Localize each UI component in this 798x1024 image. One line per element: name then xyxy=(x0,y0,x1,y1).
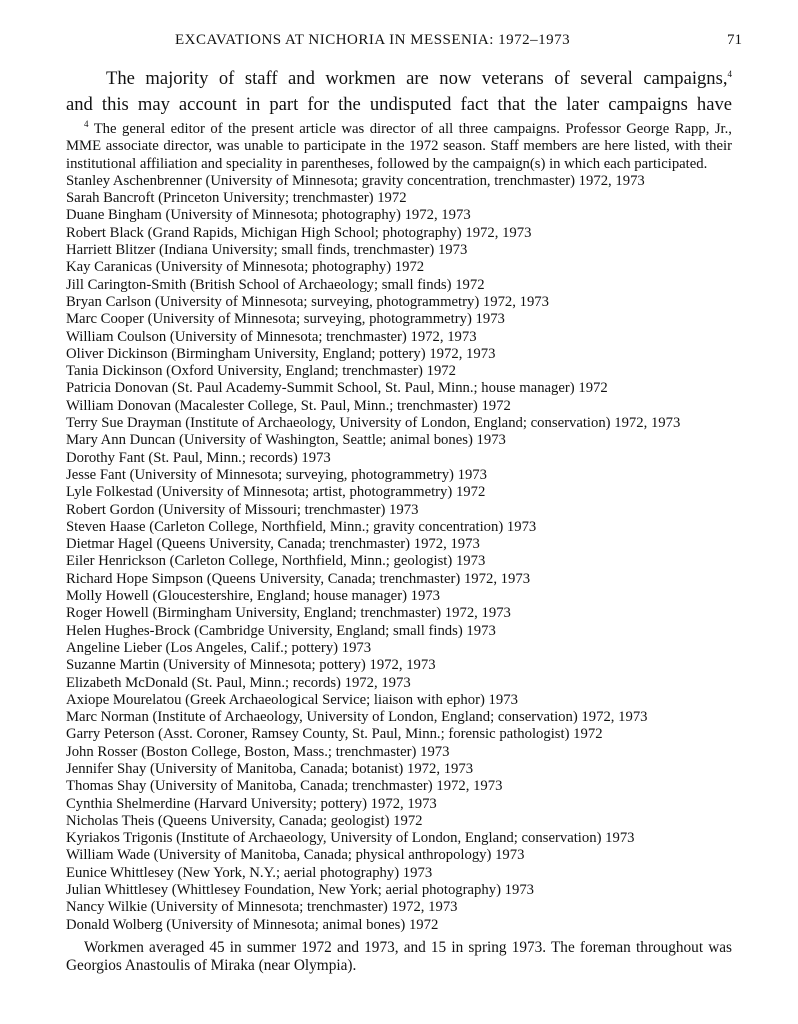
staff-list-item: Molly Howell (Gloucestershire, England; house manager) 1973 xyxy=(66,588,441,605)
staff-list-item: William Coulson (University of Minnesota; trenchmaster) 1972, 1973 xyxy=(66,328,477,345)
staff-list-item: Mary Ann Duncan (University of Washington, Seattle; animal bones) 1973 xyxy=(66,432,506,449)
staff-list-item: Sarah Bancroft (Princeton University; trenchmaster) 1972 xyxy=(66,190,407,207)
staff-list-item: Roger Howell (Birmingham University, England; trenchmaster) 1972, 1973 xyxy=(66,605,511,622)
footnote-intro-text: The general editor of the present article was director of all three campaigns. Professor George Rapp, Jr., MME associate director, was unable to participate in the 1972 season. Staff members are here listed, with their institutional affiliation and speciality in parentheses, followed by the campaign(s) in which each participated. xyxy=(66,121,732,172)
staff-list-item: Eiler Henrickson (Carleton College, Northfield, Minn.; geologist) 1973 xyxy=(66,553,486,570)
staff-list-item: Harriett Blitzer (Indiana University; small finds, trenchmaster) 1973 xyxy=(66,242,468,259)
staff-list-item: Tania Dickinson (Oxford University, England; trenchmaster) 1972 xyxy=(66,363,456,380)
staff-list-item: Thomas Shay (University of Manitoba, Canada; trenchmaster) 1972, 1973 xyxy=(66,778,503,795)
staff-list-item: Julian Whittlesey (Whittlesey Foundation, New York; aerial photography) 1973 xyxy=(66,882,535,899)
staff-list-item: Jennifer Shay (University of Manitoba, Canada; botanist) 1972, 1973 xyxy=(66,760,474,777)
staff-list-item: William Donovan (Macalester College, St. Paul, Minn.; trenchmaster) 1972 xyxy=(66,397,511,414)
running-title: EXCAVATIONS AT NICHORIA IN MESSENIA: 1972–1973 xyxy=(175,32,571,48)
body-line-2: and this may account in part for the undisputed fact that the later campaigns have xyxy=(66,94,732,115)
body-line-1-text: The majority of staff and workmen are now veterans of several campaigns, xyxy=(106,68,728,89)
staff-list-item: Garry Peterson (Asst. Coroner, Ramsey County, St. Paul, Minn.; forensic pathologist) 1972 xyxy=(66,726,603,743)
page-number: 71 xyxy=(727,32,742,48)
staff-list-item: Suzanne Martin (University of Minnesota; pottery) 1972, 1973 xyxy=(66,657,436,674)
staff-list-item: Steven Haase (Carleton College, Northfield, Minn.; gravity concentration) 1973 xyxy=(66,518,537,535)
staff-list-item: John Rosser (Boston College, Boston, Mass.; trenchmaster) 1973 xyxy=(66,743,450,760)
staff-list-item: Terry Sue Drayman (Institute of Archaeology, University of London, England; conservation) 1972, 1973 xyxy=(66,415,681,432)
staff-list-item: Jill Carington-Smith (British School of Archaeology; small finds) 1972 xyxy=(66,276,485,293)
body-paragraph xyxy=(66,66,732,118)
staff-list-item: Eunice Whittlesey (New York, N.Y.; aerial photography) 1973 xyxy=(66,864,433,881)
staff-list-item: Helen Hughes-Brock (Cambridge University, England; small finds) 1973 xyxy=(66,622,496,639)
staff-list-item: Duane Bingham (University of Minnesota; photography) 1972, 1973 xyxy=(66,207,471,224)
staff-list xyxy=(66,173,732,934)
staff-list-item: Cynthia Shelmerdine (Harvard University; pottery) 1972, 1973 xyxy=(66,795,437,812)
staff-list-item: Kyriakos Trigonis (Institute of Archaeology, University of London, England; conservation) 1973 xyxy=(66,830,635,847)
staff-list-item: Donald Wolberg (University of Minnesota; animal bones) 1972 xyxy=(66,916,439,933)
staff-list-item: Axiope Mourelatou (Greek Archaeological Service; liaison with ephor) 1973 xyxy=(66,691,518,708)
staff-list-item: Dorothy Fant (St. Paul, Minn.; records) 1973 xyxy=(66,449,331,466)
staff-list-item: Dietmar Hagel (Queens University, Canada; trenchmaster) 1972, 1973 xyxy=(66,536,480,553)
staff-list-item: Lyle Folkestad (University of Minnesota; artist, photogrammetry) 1972 xyxy=(66,484,486,501)
staff-list-item: Angeline Lieber (Los Angeles, Calif.; pottery) 1973 xyxy=(66,639,372,656)
staff-list-item: William Wade (University of Manitoba, Canada; physical anthropology) 1973 xyxy=(66,847,525,864)
footnote-marker: 4 xyxy=(84,119,89,130)
staff-list-item: Stanley Aschenbrenner (University of Minnesota; gravity concentration, trenchmaster) 1972, 1973 xyxy=(66,172,645,189)
staff-list-item: Robert Black (Grand Rapids, Michigan High School; photography) 1972, 1973 xyxy=(66,224,532,241)
body-line-1 xyxy=(66,66,732,92)
staff-list-item: Nicholas Theis (Queens University, Canada; geologist) 1972 xyxy=(66,812,423,829)
staff-list-item: Patricia Donovan (St. Paul Academy-Summit School, St. Paul, Minn.; house manager) 1972 xyxy=(66,380,608,397)
staff-list-item: Richard Hope Simpson (Queens University, Canada; trenchmaster) 1972, 1973 xyxy=(66,570,531,587)
staff-list-item: Elizabeth McDonald (St. Paul, Minn.; records) 1972, 1973 xyxy=(66,674,411,691)
staff-list-item: Marc Norman (Institute of Archaeology, University of London, England; conservation) 1972, 1973 xyxy=(66,709,648,726)
staff-list-item: Robert Gordon (University of Missouri; trenchmaster) 1973 xyxy=(66,501,419,518)
staff-list-item: Bryan Carlson (University of Minnesota; surveying, photogrammetry) 1972, 1973 xyxy=(66,293,549,310)
footnote-intro xyxy=(66,121,732,173)
staff-list-item: Kay Caranicas (University of Minnesota; photography) 1972 xyxy=(66,259,425,276)
staff-list-item: Oliver Dickinson (Birmingham University, England; pottery) 1972, 1973 xyxy=(66,345,496,362)
workmen-note: Workmen averaged 45 in summer 1972 and 1973, and 15 in spring 1973. The foreman throughout was Georgios Anastoulis of Miraka (near Olympia). xyxy=(66,938,732,974)
staff-list-item: Jesse Fant (University of Minnesota; surveying, photogrammetry) 1973 xyxy=(66,466,487,483)
staff-list-item: Nancy Wilkie (University of Minnesota; trenchmaster) 1972, 1973 xyxy=(66,899,458,916)
footnote xyxy=(66,121,732,990)
staff-list-item: Marc Cooper (University of Minnesota; surveying, photogrammetry) 1973 xyxy=(66,311,505,328)
page-header xyxy=(0,32,798,54)
footnote-reference: 4 xyxy=(727,68,732,79)
